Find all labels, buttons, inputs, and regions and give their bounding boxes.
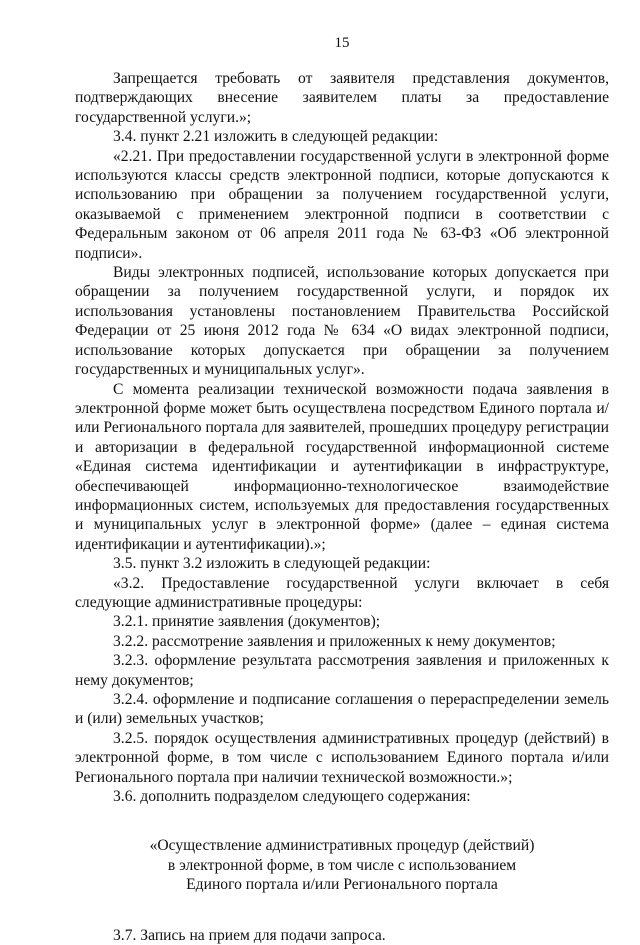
paragraph-item-3-2-3: 3.2.3. оформление результата рассмотрения заявления и приложенных к нему документов; [75,652,609,689]
paragraph-item-3-2-1: 3.2.1. принятие заявления (документов); [113,613,381,631]
paragraph-item-3-7: 3.7. Запись на прием для подачи запроса. [113,926,386,944]
paragraph-item-3-2-5: 3.2.5. порядок осуществления административных процедур (действий) в электронной форме, в том числе с использованием Единого портала и/или Регионального портала при наличии технической возможности.»; [75,729,609,786]
paragraph-item-3-2-4: 3.2.4. оформление и подписание соглашения о перераспределении земель и (или) земельных участков; [75,691,609,728]
paragraph-item-3-2-2: 3.2.2. рассмотрение заявления и приложенных к нему документов; [113,632,556,650]
subsection-heading-line: «Осуществление административных процедур (действий) [149,837,535,855]
paragraph-item-3-5: 3.5. пункт 3.2 изложить в следующей редакции: [113,555,431,573]
subsection-heading [75,836,609,894]
paragraph-item-3-2: «3.2. Предоставление государственной услуги включает в себя следующие административные процедуры: [75,574,609,611]
page-number: 15 [334,35,350,51]
subsection-heading-line: Единого портала и/или Регионального портала [186,876,498,894]
paragraph-item-3-4: 3.4. пункт 2.21 изложить в следующей редакции: [113,128,439,146]
subsection-heading-line: в электронной форме, в том числе с использованием [167,856,517,874]
document-page [75,34,609,945]
paragraph-signature-types: Виды электронных подписей, использование которых допускается при обращении за получением государственной услуги, и порядок их использования установлены постановлением Правительства Российской Федерации от 25 июня 2012 года № 634 «О видах электронной подписи, использование которых допускается при обращении за получением государственных и муниципальных услуг». [75,264,609,379]
paragraph-item-2-21: «2.21. При предоставлении государственной услуги в электронной форме используются классы средств электронной подписи, которые допускаются к использованию при обращении за получением государственной услуги, оказываемой с применением электронной подписи в соответствии с Федеральным законом от 06 апреля 2011 года № 63-ФЗ «Об электронной подписи». [75,147,609,262]
paragraph-electronic-submission: С момента реализации технической возможности подача заявления в электронной форме может быть осуществлена посредством Единого портала и/или Регионального портала для заявителей, прошедших процедуру регистрации и авторизации в федеральной государственной информационной системе «Единая система идентификации и аутентификации в инфраструктуре, обеспечивающей информационно-технологическое взаимодействие информационных систем, используемых для предоставления государственных и муниципальных услуг в электронной форме» (далее – единая система идентификации и аутентификации).»; [75,380,609,553]
paragraph-fee-prohibition: Запрещается требовать от заявителя представления документов, подтверждающих внесение заявителем платы за предоставление государственной услуги.»; [75,70,609,126]
paragraph-item-3-6: 3.6. дополнить подразделом следующего содержания: [113,788,471,806]
